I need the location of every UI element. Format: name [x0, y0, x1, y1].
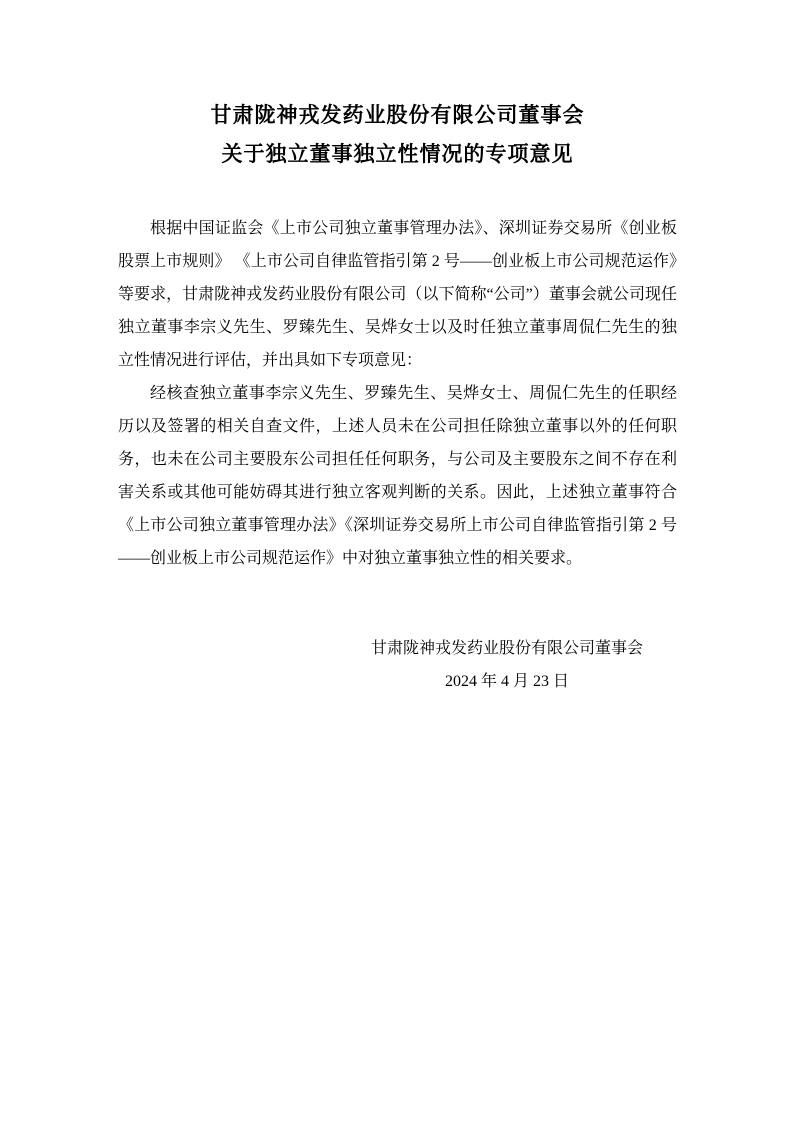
document-title-line-2: 关于独立董事独立性情况的专项意见 — [221, 142, 574, 166]
paragraph-regulatory-basis: 根据中国证监会《上市公司独立董事管理办法》、深圳证券交易所《创业板股票上市规则》 《上市公司自律监管指引第 2 号——创业板上市公司规范运作》等要求，甘肃陇神戎发药业股份有限公司（以下简称“公司”）董事会就公司现任独立董事李宗义先生、罗臻先生、吴烨女士以及时任独立董事周侃仁先生的独立性情况进行评估，并出具如下专项意见： — [118, 220, 677, 369]
signature-date-line: 2024 年 4 月 23 日 — [444, 673, 569, 690]
document-title — [118, 96, 677, 174]
signature-block — [371, 632, 643, 698]
document-title-line-1: 甘肃陇神戎发药业股份有限公司董事会 — [210, 103, 585, 127]
signature-company-line: 甘肃陇神戎发药业股份有限公司董事会 — [370, 640, 643, 657]
paragraph-opinion: 经核查独立董事李宗义先生、罗臻先生、吴烨女士、周侃仁先生的任职经历以及签署的相关自查文件，上述人员未在公司担任除独立董事以外的任何职务，也未在公司主要股东公司担任任何职务，与公司及主要股东之间不存在利害关系或其他可能妨碍其进行独立客观判断的关系。因此，上述独立董事符合《上市公司独立董事管理办法》《深圳证券交易所上市公司自律监管指引第 2 号——创业板上市公司规范运作》中对独立董事独立性的相关要求。 — [118, 385, 677, 567]
